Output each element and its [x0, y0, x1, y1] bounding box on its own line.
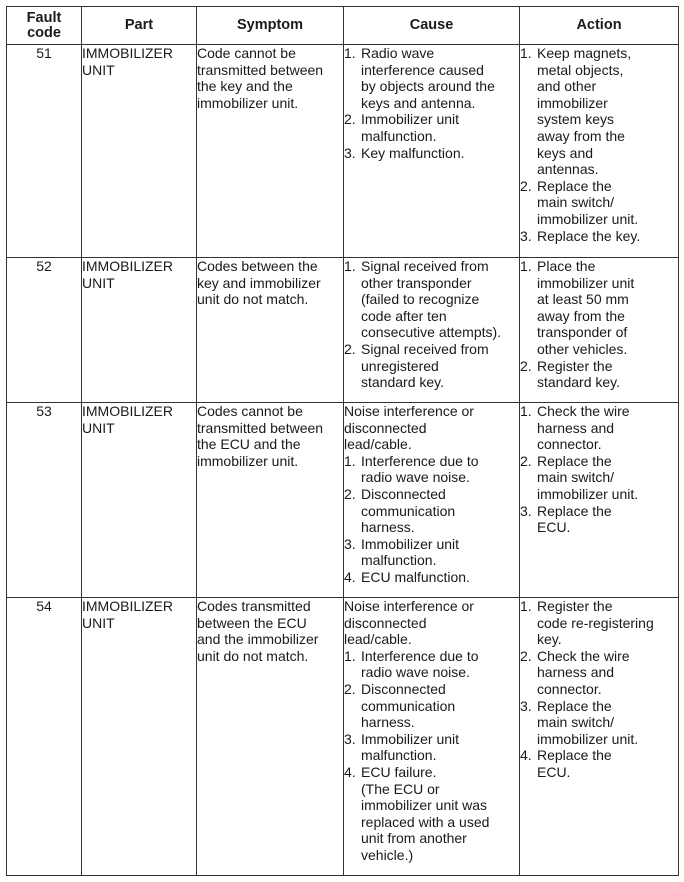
cause-number: 3.: [344, 730, 356, 747]
header-symptom: Symptom: [197, 7, 344, 45]
action-text: Replace the: [537, 697, 612, 714]
part-cell: [82, 45, 197, 258]
table-row: [7, 403, 679, 598]
cause-text: (failed to recognize: [361, 291, 480, 308]
cause-number: 1.: [344, 452, 356, 469]
action-text: ECU.: [537, 763, 571, 780]
action-text: harness and: [537, 419, 615, 436]
header-fault-code: [7, 7, 82, 45]
symptom-text: the key and the: [197, 78, 293, 95]
symptom-text: immobilizer unit.: [197, 94, 299, 111]
action-item: [520, 228, 678, 245]
cause-text: Immobilizer unit: [361, 535, 460, 552]
action-number: 1.: [520, 598, 532, 614]
table-body: [7, 45, 679, 876]
action-number: 2.: [520, 177, 532, 194]
action-text: key.: [537, 631, 562, 648]
action-list: [520, 258, 678, 391]
cause-text: malfunction.: [361, 127, 437, 144]
action-item: [520, 453, 678, 503]
action-text: system keys: [537, 111, 615, 128]
symptom-text: unit do not match.: [197, 291, 309, 308]
cause-list: [344, 648, 519, 864]
action-item: [520, 698, 678, 748]
cause-text: vehicle.): [361, 846, 414, 863]
action-cell: [520, 598, 679, 876]
part-text: IMMOBILIZER: [82, 45, 174, 61]
cause-intro-text: Noise interference or: [344, 403, 474, 419]
action-number: 1.: [520, 45, 532, 61]
action-text: standard key.: [537, 374, 621, 391]
cause-text: Interference due to: [361, 647, 479, 664]
action-number: 1.: [520, 258, 532, 274]
action-text: other vehicles.: [537, 340, 628, 357]
part-text: IMMOBILIZER: [82, 258, 174, 274]
action-text: Check the wire: [537, 647, 630, 664]
action-number: 2.: [520, 357, 532, 374]
cause-item: [344, 45, 519, 111]
action-list: [520, 403, 678, 536]
cause-text: radio wave noise.: [361, 469, 470, 486]
action-text: antennas.: [537, 161, 599, 178]
part-text: UNIT: [82, 419, 115, 436]
cause-intro: [344, 403, 519, 453]
action-number: 3.: [520, 227, 532, 244]
action-text: Replace the: [537, 747, 612, 764]
cause-text: ECU malfunction.: [361, 568, 470, 585]
part-text: IMMOBILIZER: [82, 403, 174, 419]
cause-text: Interference due to: [361, 452, 479, 469]
header-part: Part: [82, 7, 197, 45]
action-number: 1.: [520, 403, 532, 419]
cause-text: consecutive attempts).: [361, 324, 502, 341]
action-item: [520, 598, 678, 648]
cause-text: keys and antenna.: [361, 94, 476, 111]
cause-text: harness.: [361, 519, 415, 536]
cause-text: Immobilizer unit: [361, 111, 460, 128]
cause-text: Signal received from: [361, 258, 489, 274]
cause-list: [344, 258, 519, 391]
cause-text: other transponder: [361, 274, 472, 291]
action-text: metal objects,: [537, 61, 624, 78]
symptom-cell: [197, 45, 344, 258]
fault-code-table: [6, 6, 679, 876]
action-text: Replace the: [537, 177, 612, 194]
fault-code-cell: 53: [7, 403, 82, 598]
cause-number: 2.: [344, 340, 356, 357]
cause-intro-text: lead/cable.: [344, 631, 412, 648]
cause-text: immobilizer unit was: [361, 797, 488, 814]
action-text: Keep magnets,: [537, 45, 632, 61]
action-number: 3.: [520, 697, 532, 714]
header-action: Action: [520, 7, 679, 45]
cause-list: [344, 453, 519, 586]
action-item: [520, 45, 678, 178]
cause-text: ECU failure.: [361, 763, 437, 780]
action-cell: [520, 258, 679, 403]
action-text: immobilizer unit.: [537, 730, 639, 747]
cause-number: 4.: [344, 568, 356, 585]
cause-intro-text: disconnected: [344, 419, 427, 436]
cause-text: Disconnected: [361, 485, 446, 502]
action-text: keys and: [537, 144, 594, 161]
action-text: Register the: [537, 598, 613, 614]
table-row: [7, 258, 679, 403]
cause-text: harness.: [361, 714, 415, 731]
cause-text: replaced with a used: [361, 813, 490, 830]
cause-text: (The ECU or: [361, 780, 440, 797]
action-text: immobilizer unit.: [537, 485, 639, 502]
symptom-text: between the ECU: [197, 614, 307, 631]
header-cause: Cause: [344, 7, 520, 45]
cause-item: [344, 536, 519, 569]
symptom-cell: [197, 258, 344, 403]
fault-code-cell: 51: [7, 45, 82, 258]
action-text: and other: [537, 78, 597, 95]
action-text: ECU.: [537, 519, 571, 536]
symptom-text: Codes transmitted: [197, 598, 311, 614]
cause-cell: [344, 598, 520, 876]
cause-item: [344, 145, 519, 162]
cause-text: malfunction.: [361, 747, 437, 764]
cause-number: 3.: [344, 535, 356, 552]
cause-number: 1.: [344, 647, 356, 664]
cause-text: communication: [361, 502, 456, 519]
symptom-text: immobilizer unit.: [197, 452, 299, 469]
action-text: code re-registering: [537, 614, 654, 631]
action-text: at least 50 mm: [537, 291, 629, 308]
cause-number: 2.: [344, 680, 356, 697]
symptom-text: the ECU and the: [197, 436, 301, 453]
cause-text: Signal received from: [361, 340, 489, 357]
cause-number: 3.: [344, 144, 356, 161]
part-text: UNIT: [82, 274, 115, 291]
cause-item: [344, 731, 519, 764]
action-text: main switch/: [537, 469, 615, 486]
action-number: 2.: [520, 647, 532, 664]
symptom-text: transmitted between: [197, 61, 324, 78]
action-text: transponder of: [537, 324, 628, 341]
action-list: [520, 45, 678, 244]
cause-number: 2.: [344, 485, 356, 502]
action-text: immobilizer unit: [537, 274, 635, 291]
symptom-text: Codes cannot be: [197, 403, 303, 419]
action-text: Register the: [537, 357, 613, 374]
symptom-cell: [197, 403, 344, 598]
table-row: [7, 45, 679, 258]
action-text: immobilizer unit.: [537, 210, 639, 227]
cause-text: unit from another: [361, 830, 467, 847]
action-text: Replace the: [537, 502, 612, 519]
action-item: [520, 403, 678, 453]
cause-item: [344, 341, 519, 391]
cause-text: Key malfunction.: [361, 144, 465, 161]
symptom-cell: [197, 598, 344, 876]
table-header-row: [7, 7, 679, 45]
cause-cell: [344, 403, 520, 598]
cause-text: Immobilizer unit: [361, 730, 460, 747]
action-item: [520, 648, 678, 698]
action-number: 4.: [520, 747, 532, 764]
symptom-text: key and immobilizer: [197, 274, 321, 291]
action-text: main switch/: [537, 194, 615, 211]
action-item: [520, 358, 678, 391]
action-text: harness and: [537, 664, 615, 681]
part-text: UNIT: [82, 61, 115, 78]
action-text: immobilizer: [537, 94, 608, 111]
cause-text: malfunction.: [361, 552, 437, 569]
cause-cell: [344, 45, 520, 258]
fault-code-cell: 54: [7, 598, 82, 876]
action-text: Replace the key.: [537, 227, 641, 244]
action-number: 3.: [520, 502, 532, 519]
cause-cell: [344, 258, 520, 403]
cause-text: Disconnected: [361, 680, 446, 697]
symptom-text: unit do not match.: [197, 647, 309, 664]
action-item: [520, 503, 678, 536]
action-cell: [520, 403, 679, 598]
part-cell: [82, 403, 197, 598]
symptom-text: Codes between the: [197, 258, 318, 274]
table-row: [7, 598, 679, 876]
cause-number: 2.: [344, 111, 356, 128]
cause-intro-text: lead/cable.: [344, 436, 412, 453]
header-fault-code-line: Fault: [26, 9, 62, 26]
cause-text: interference caused: [361, 61, 484, 78]
cause-intro-text: Noise interference or: [344, 598, 474, 614]
cause-text: standard key.: [361, 374, 445, 391]
part-cell: [82, 598, 197, 876]
cause-item: [344, 111, 519, 144]
cause-item: [344, 648, 519, 681]
cause-intro: [344, 598, 519, 648]
action-text: connector.: [537, 680, 602, 697]
part-text: IMMOBILIZER: [82, 598, 174, 614]
action-item: [520, 747, 678, 780]
action-item: [520, 258, 678, 358]
cause-item: [344, 486, 519, 536]
cause-item: [344, 453, 519, 486]
cause-item: [344, 764, 519, 864]
action-text: connector.: [537, 436, 602, 453]
action-list: [520, 598, 678, 781]
cause-text: by objects around the: [361, 78, 495, 95]
part-text: UNIT: [82, 614, 115, 631]
cause-item: [344, 258, 519, 341]
action-cell: [520, 45, 679, 258]
part-cell: [82, 258, 197, 403]
cause-text: unregistered: [361, 357, 439, 374]
cause-item: [344, 569, 519, 586]
fault-code-cell: 52: [7, 258, 82, 403]
symptom-text: and the immobilizer: [197, 631, 319, 648]
action-number: 2.: [520, 452, 532, 469]
cause-text: Radio wave: [361, 45, 435, 61]
action-item: [520, 178, 678, 228]
action-text: away from the: [537, 127, 625, 144]
header-fault-code-line: code: [27, 24, 61, 41]
cause-intro-text: disconnected: [344, 614, 427, 631]
cause-item: [344, 681, 519, 731]
symptom-text: Code cannot be: [197, 45, 296, 61]
action-text: Check the wire: [537, 403, 630, 419]
symptom-text: transmitted between: [197, 419, 324, 436]
action-text: Replace the: [537, 452, 612, 469]
action-text: Place the: [537, 258, 596, 274]
cause-number: 1.: [344, 258, 356, 274]
cause-text: code after ten: [361, 307, 447, 324]
cause-number: 4.: [344, 763, 356, 780]
cause-text: communication: [361, 697, 456, 714]
cause-number: 1.: [344, 45, 356, 61]
action-text: away from the: [537, 307, 625, 324]
cause-list: [344, 45, 519, 161]
action-text: main switch/: [537, 714, 615, 731]
cause-text: radio wave noise.: [361, 664, 470, 681]
